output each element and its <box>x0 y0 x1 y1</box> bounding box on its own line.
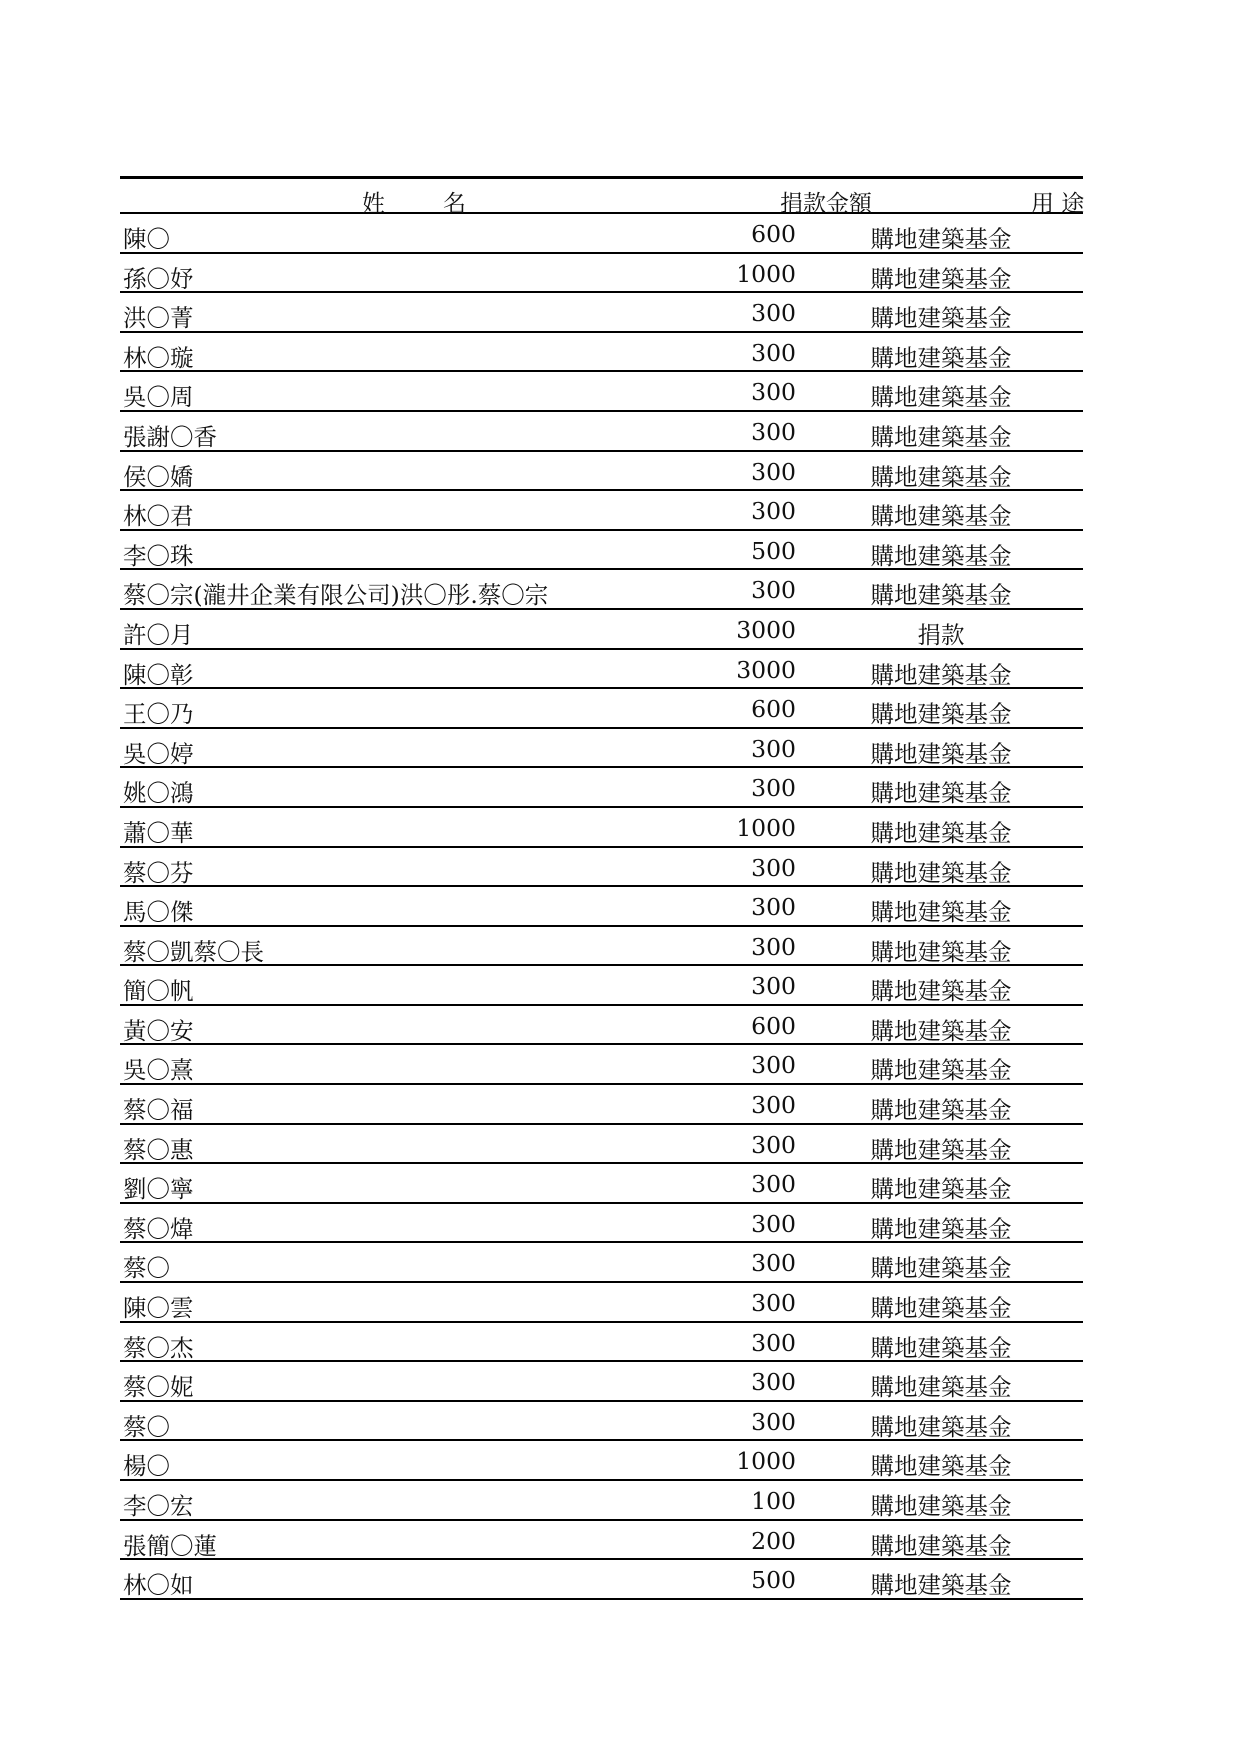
donation-purpose: 購地建築基金 <box>870 937 1012 966</box>
donation-purpose: 購地建築基金 <box>870 739 1012 768</box>
table-row <box>120 1441 1083 1481</box>
donation-amount: 300 <box>751 1209 796 1238</box>
donation-amount: 300 <box>751 338 796 367</box>
table-row <box>120 966 1083 1006</box>
donor-name: 吳〇熹 <box>123 1056 194 1085</box>
donation-amount: 200 <box>751 1526 796 1555</box>
table-row <box>120 1204 1083 1244</box>
donor-name: 吳〇婷 <box>123 739 194 768</box>
donation-purpose: 購地建築基金 <box>870 541 1012 570</box>
donor-name: 蔡〇 <box>123 1254 170 1283</box>
donor-name: 侯〇嬌 <box>123 462 194 491</box>
donation-amount: 300 <box>751 497 796 526</box>
donation-purpose: 購地建築基金 <box>870 818 1012 847</box>
donation-table <box>120 176 1083 1600</box>
donor-name: 簡〇帆 <box>123 977 194 1006</box>
table-row <box>120 1521 1083 1561</box>
donor-name: 蔡〇凱蔡〇長 <box>123 937 264 966</box>
donation-purpose: 購地建築基金 <box>870 1135 1012 1164</box>
donation-amount: 300 <box>751 576 796 605</box>
table-body <box>120 214 1083 1600</box>
header-name-part2: 名 <box>443 191 468 217</box>
donor-name: 黃〇安 <box>123 1016 194 1045</box>
donation-amount: 500 <box>751 1566 796 1595</box>
donor-name: 蔡〇芬 <box>123 858 194 887</box>
donor-name: 張簡〇蓮 <box>123 1531 217 1560</box>
donation-purpose: 捐款 <box>917 620 965 649</box>
donation-amount: 1000 <box>736 1447 796 1476</box>
table-row <box>120 848 1083 888</box>
donation-amount: 300 <box>751 1249 796 1278</box>
table-row <box>120 729 1083 769</box>
donation-amount: 300 <box>751 1328 796 1357</box>
table-row <box>120 214 1083 254</box>
donor-name: 林〇如 <box>123 1571 194 1600</box>
donor-name: 馬〇傑 <box>123 898 194 927</box>
donation-purpose: 購地建築基金 <box>870 1452 1012 1481</box>
donation-amount: 500 <box>751 536 796 565</box>
table-row <box>120 333 1083 373</box>
donation-purpose: 購地建築基金 <box>870 1531 1012 1560</box>
table-row <box>120 570 1083 610</box>
donor-name: 孫〇妤 <box>123 264 194 293</box>
table-row <box>120 1045 1083 1085</box>
donor-name: 蔡〇宗(瀧井企業有限公司)洪〇彤.蔡〇宗 <box>123 581 549 610</box>
donation-purpose: 購地建築基金 <box>870 225 1012 253</box>
donation-amount: 300 <box>751 378 796 407</box>
donor-name: 蔡〇煒 <box>123 1214 194 1243</box>
table-row <box>120 1560 1083 1600</box>
donor-name: 吳〇周 <box>123 383 194 412</box>
table-row <box>120 689 1083 729</box>
table-header <box>120 176 1085 217</box>
donation-purpose: 購地建築基金 <box>870 304 1012 333</box>
donor-name: 蔡〇惠 <box>123 1135 194 1164</box>
table-row <box>120 1402 1083 1442</box>
table-row <box>120 1481 1083 1521</box>
donation-amount: 1000 <box>736 259 796 288</box>
table-row <box>120 452 1083 492</box>
table-row <box>120 1362 1083 1402</box>
header-purpose: 用 途 <box>1031 191 1085 217</box>
donation-purpose: 購地建築基金 <box>870 700 1012 729</box>
donation-purpose: 購地建築基金 <box>870 1175 1012 1204</box>
donation-purpose: 購地建築基金 <box>870 462 1012 491</box>
donation-amount: 300 <box>751 1130 796 1159</box>
donor-name: 蔡〇福 <box>123 1096 194 1125</box>
donation-purpose: 購地建築基金 <box>870 1294 1012 1323</box>
donation-amount: 600 <box>751 1011 796 1040</box>
donor-name: 蔡〇妮 <box>123 1373 194 1402</box>
table-row <box>120 808 1083 848</box>
donor-name: 姚〇鴻 <box>123 779 194 808</box>
donation-amount: 3000 <box>736 655 796 684</box>
table-row <box>120 254 1083 294</box>
donor-name: 李〇宏 <box>123 1492 194 1520</box>
donation-purpose: 購地建築基金 <box>870 1373 1012 1402</box>
table-row <box>120 412 1083 452</box>
donation-amount: 300 <box>751 1289 796 1318</box>
table-row <box>120 650 1083 690</box>
donation-amount: 300 <box>751 1368 796 1397</box>
donor-name: 蔡〇 <box>123 1412 170 1441</box>
donation-amount: 600 <box>751 220 796 248</box>
donation-amount: 600 <box>751 695 796 724</box>
donation-amount: 3000 <box>736 615 796 644</box>
donation-amount: 300 <box>751 1407 796 1436</box>
donation-amount: 300 <box>751 734 796 763</box>
table-row <box>120 1243 1083 1283</box>
donor-name: 林〇璇 <box>123 343 194 372</box>
table-row <box>120 293 1083 333</box>
table-row <box>120 531 1083 571</box>
donor-name: 林〇君 <box>123 502 194 531</box>
donation-purpose: 購地建築基金 <box>870 1096 1012 1125</box>
donation-amount: 1000 <box>736 813 796 842</box>
donor-name: 李〇珠 <box>123 541 194 570</box>
donor-name: 楊〇 <box>123 1452 170 1481</box>
header-name-part1: 姓 <box>362 191 387 217</box>
donation-purpose: 購地建築基金 <box>870 422 1012 451</box>
donation-purpose: 購地建築基金 <box>870 1056 1012 1085</box>
donation-purpose: 購地建築基金 <box>870 898 1012 927</box>
donation-purpose: 購地建築基金 <box>870 1333 1012 1362</box>
donation-amount: 300 <box>751 1170 796 1199</box>
table-row <box>120 491 1083 531</box>
donation-amount: 300 <box>751 972 796 1001</box>
donation-purpose: 購地建築基金 <box>870 977 1012 1006</box>
donor-name: 陳〇 <box>123 225 170 253</box>
donation-purpose: 購地建築基金 <box>870 779 1012 808</box>
table-row <box>120 372 1083 412</box>
donation-amount: 300 <box>751 774 796 803</box>
donation-amount: 300 <box>751 893 796 922</box>
donation-purpose: 購地建築基金 <box>870 1254 1012 1283</box>
table-row <box>120 1085 1083 1125</box>
table-row <box>120 927 1083 967</box>
header-amount: 捐款金額 <box>780 191 872 217</box>
donation-purpose: 購地建築基金 <box>870 1016 1012 1045</box>
donor-name: 陳〇雲 <box>123 1294 194 1323</box>
donation-amount: 300 <box>751 457 796 486</box>
donation-amount: 300 <box>751 1051 796 1080</box>
donor-name: 劉〇寧 <box>123 1175 194 1204</box>
donor-name: 蔡〇杰 <box>123 1333 194 1362</box>
donation-purpose: 購地建築基金 <box>870 383 1012 412</box>
donor-name: 許〇月 <box>123 620 194 649</box>
donation-amount: 300 <box>751 417 796 446</box>
table-row <box>120 1323 1083 1363</box>
donation-purpose: 購地建築基金 <box>870 1412 1012 1441</box>
donor-name: 陳〇彰 <box>123 660 194 689</box>
donor-name: 王〇乃 <box>123 700 194 729</box>
donation-purpose: 購地建築基金 <box>870 660 1012 689</box>
donation-purpose: 購地建築基金 <box>870 1214 1012 1243</box>
table-row <box>120 887 1083 927</box>
table-row <box>120 1283 1083 1323</box>
donation-purpose: 購地建築基金 <box>870 343 1012 372</box>
table-row <box>120 1125 1083 1165</box>
donation-amount: 300 <box>751 1091 796 1120</box>
donation-purpose: 購地建築基金 <box>870 1492 1012 1520</box>
donation-amount: 300 <box>751 932 796 961</box>
donation-amount: 300 <box>751 853 796 882</box>
table-row <box>120 768 1083 808</box>
donation-purpose: 購地建築基金 <box>870 502 1012 531</box>
donation-purpose: 購地建築基金 <box>870 264 1012 293</box>
table-row <box>120 610 1083 650</box>
donation-amount: 300 <box>751 299 796 328</box>
table-row <box>120 1006 1083 1046</box>
donor-name: 洪〇菁 <box>123 304 194 333</box>
donation-purpose: 購地建築基金 <box>870 581 1012 610</box>
donation-amount: 100 <box>751 1487 796 1515</box>
table-row <box>120 1164 1083 1204</box>
donor-name: 蕭〇華 <box>123 818 194 847</box>
donation-purpose: 購地建築基金 <box>870 1571 1012 1600</box>
donor-name: 張謝〇香 <box>123 422 217 451</box>
donation-purpose: 購地建築基金 <box>870 858 1012 887</box>
